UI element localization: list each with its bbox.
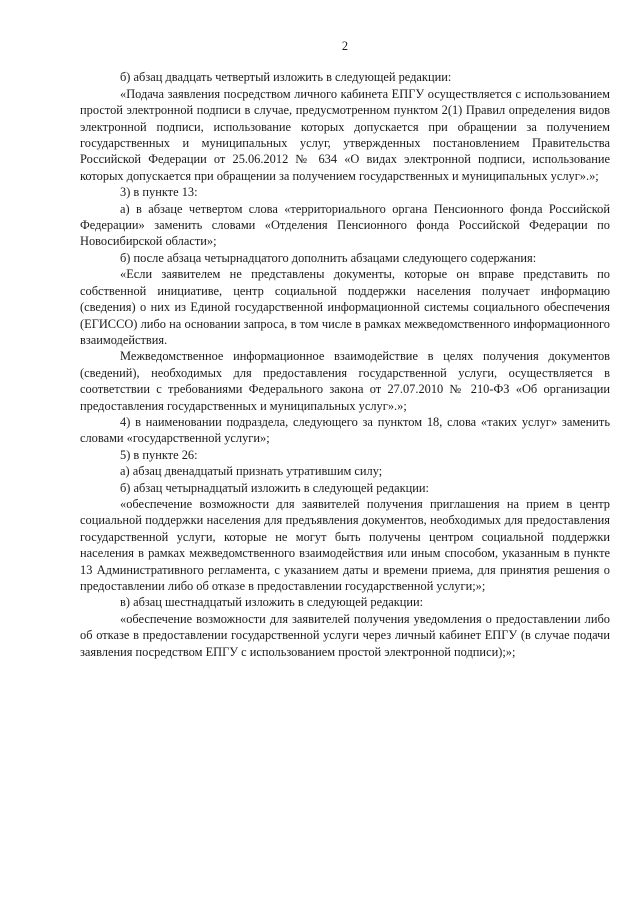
paragraph: в) абзац шестнадцатый изложить в следующей редакции: (120, 595, 424, 610)
paragraph: «обеспечение возможности для заявителей получения приглашения на прием в центр социальной поддержки населения для предъявления документов, необходимых для предоставления государственной услуги, которые не могут быть получены центром социальной поддержки населения в рамках межведомственного взаимодействия или иным способом, указанным в пункте 13 Административного регламента, с указанием даты и времени приема, для принятия решения о предоставлении либо об отказе в предоставлении государственной услуги;»; (80, 496, 610, 593)
paragraph: б) после абзаца четырнадцатого дополнить абзацами следующего содержания: (120, 250, 537, 265)
page-number: 2 (341, 39, 349, 53)
paragraph: б) абзац двадцать четвертый изложить в следующей редакции: (120, 70, 452, 85)
paragraph: а) в абзаце четвертом слова «территориального органа Пенсионного фонда Российской Федерации» заменить словами «Отделения Пенсионного фонда Российской Федерации по Новосибирской области»; (80, 201, 610, 249)
paragraph: «Подача заявления посредством личного кабинета ЕПГУ осуществляется с использованием простой электронной подписи в случае, предусмотренном пунктом 2(1) Правил определения видов электронной подписи, использование которых допускается при обращении за получением государственных и муниципальных услуг, утвержденных постановлением Правительства Российской Федерации от 25.06.2012 № 634 «О видах электронной подписи, использование которых допускается при обращении за получением государственных и муниципальных услуг».»; (80, 86, 610, 183)
paragraph: 3) в пункте 13: (120, 185, 198, 200)
paragraph: «Если заявителем не представлены документы, которые он вправе представить по собственной инициативе, центр социальной поддержки населения получает информацию (сведения) о них из Единой государственной информационной системы социального обеспечения (ЕГИССО) либо на основании запроса, в том числе в рамках межведомственного информационного взаимодействия. (80, 267, 610, 347)
paragraph: а) абзац двенадцатый признать утратившим силу; (120, 464, 383, 479)
paragraph: Межведомственное информационное взаимодействие в целях получения документов (сведений), необходимых для предоставления государственной услуги, осуществляется в соответствии с требованиями Федерального закона от 27.07.2010 № 210-ФЗ «Об организации предоставления государственных и муниципальных услуг».»; (80, 349, 610, 413)
paragraph: 4) в наименовании подраздела, следующего за пунктом 18, слова «таких услуг» заменить словами «государственной услуги»; (80, 414, 610, 446)
paragraph: «обеспечение возможности для заявителей получения уведомления о предоставлении либо об отказе в предоставлении государственной услуги через личный кабинет ЕПГУ (в случае подачи заявления посредством ЕПГУ с использованием простой электронной подписи);»; (80, 611, 610, 659)
paragraph: 5) в пункте 26: (120, 447, 198, 462)
paragraph: б) абзац четырнадцатый изложить в следующей редакции: (120, 480, 429, 495)
